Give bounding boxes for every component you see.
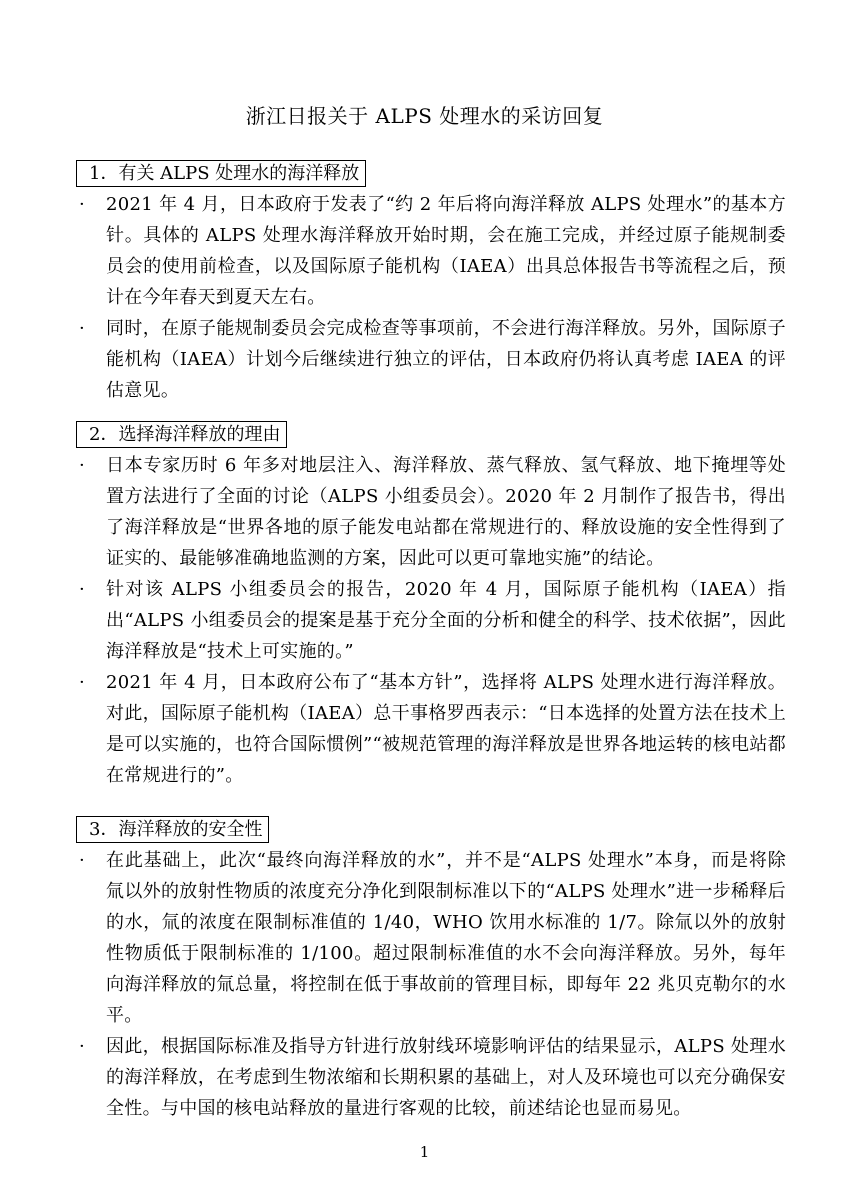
document-title: 浙江日报关于 ALPS 处理水的采访回复: [245, 104, 604, 128]
bullet-mark: ·: [78, 318, 86, 339]
section-heading: 3．海洋释放的安全性: [76, 816, 269, 843]
bullet-list: [72, 845, 786, 1124]
list-item: [72, 667, 786, 791]
list-item: [72, 189, 786, 313]
bullet-mark: ·: [78, 194, 86, 215]
bullet-mark: ·: [78, 1036, 86, 1057]
bullet-mark: ·: [78, 850, 86, 871]
bullet-text: 针对该 ALPS 小组委员会的报告，2020 年 4 月，国际原子能机构（IAEA）指出“ALPS 小组委员会的提案是基于充分全面的分析和健全的科学、技术依据”，因此海洋释放是“技术上可实施的。”: [106, 579, 786, 662]
section-3: [72, 816, 786, 1124]
bullet-text: 因此，根据国际标准及指导方针进行放射线环境影响评估的结果显示，ALPS 处理水的海洋释放，在考虑到生物浓缩和长期积累的基础上，对人及环境也可以充分确保安全性。与中国的核电站释放的量进行客观的比较，前述结论也显而易见。: [106, 1036, 786, 1119]
section-1: [72, 160, 786, 406]
list-item: [72, 574, 786, 667]
section-heading: 2．选择海洋释放的理由: [76, 421, 287, 448]
bullet-list: [72, 189, 786, 406]
section-heading: 1．有关 ALPS 处理水的海洋释放: [76, 160, 366, 187]
page-number: 1: [419, 1143, 430, 1161]
section-2: [72, 421, 786, 791]
bullet-mark: ·: [78, 579, 86, 600]
list-item: [72, 1031, 786, 1124]
bullet-text: 2021 年 4 月，日本政府公布了“基本方针”，选择将 ALPS 处理水进行海洋释放。对此，国际原子能机构（IAEA）总干事格罗西表示：“日本选择的处置方法在技术上是可以实施的，也符合国际惯例”“被规范管理的海洋释放是世界各地运转的核电站都在常规进行的”。: [106, 672, 786, 786]
bullet-mark: ·: [78, 672, 86, 693]
list-item: [72, 450, 786, 574]
bullet-list: [72, 450, 786, 791]
list-item: [72, 313, 786, 406]
bullet-text: 同时，在原子能规制委员会完成检查等事项前，不会进行海洋释放。另外，国际原子能机构（IAEA）计划今后继续进行独立的评估，日本政府仍将认真考虑 IAEA 的评估意见。: [106, 318, 786, 401]
bullet-mark: ·: [78, 455, 86, 476]
bullet-text: 在此基础上，此次“最终向海洋释放的水”，并不是“ALPS 处理水”本身，而是将除氚以外的放射性物质的浓度充分净化到限制标准以下的“ALPS 处理水”进一步稀释后的水，氚的浓度在限制标准值的 1/40，WHO 饮用水标准的 1/7。除氚以外的放射性物质低于限制标准的 1/100。超过限制标准值的水不会向海洋释放。另外，每年向海洋释放的氚总量，将控制在低于事故前的管理目标，即每年 22 兆贝克勒尔的水平。: [106, 850, 786, 1026]
list-item: [72, 845, 786, 1031]
bullet-text: 2021 年 4 月，日本政府于发表了“约 2 年后将向海洋释放 ALPS 处理水”的基本方针。具体的 ALPS 处理水海洋释放开始时期，会在施工完成，并经过原子能规制委员会的使用前检查，以及国际原子能机构（IAEA）出具总体报告书等流程之后，预计在今年春天到夏天左右。: [106, 194, 786, 308]
bullet-text: 日本专家历时 6 年多对地层注入、海洋释放、蒸气释放、氢气释放、地下掩埋等处置方法进行了全面的讨论（ALPS 小组委员会）。2020 年 2 月制作了报告书，得出了海洋释放是“世界各地的原子能发电站都在常规进行的、释放设施的安全性得到了证实的、最能够准确地监测的方案，因此可以更可靠地实施”的结论。: [106, 455, 786, 569]
